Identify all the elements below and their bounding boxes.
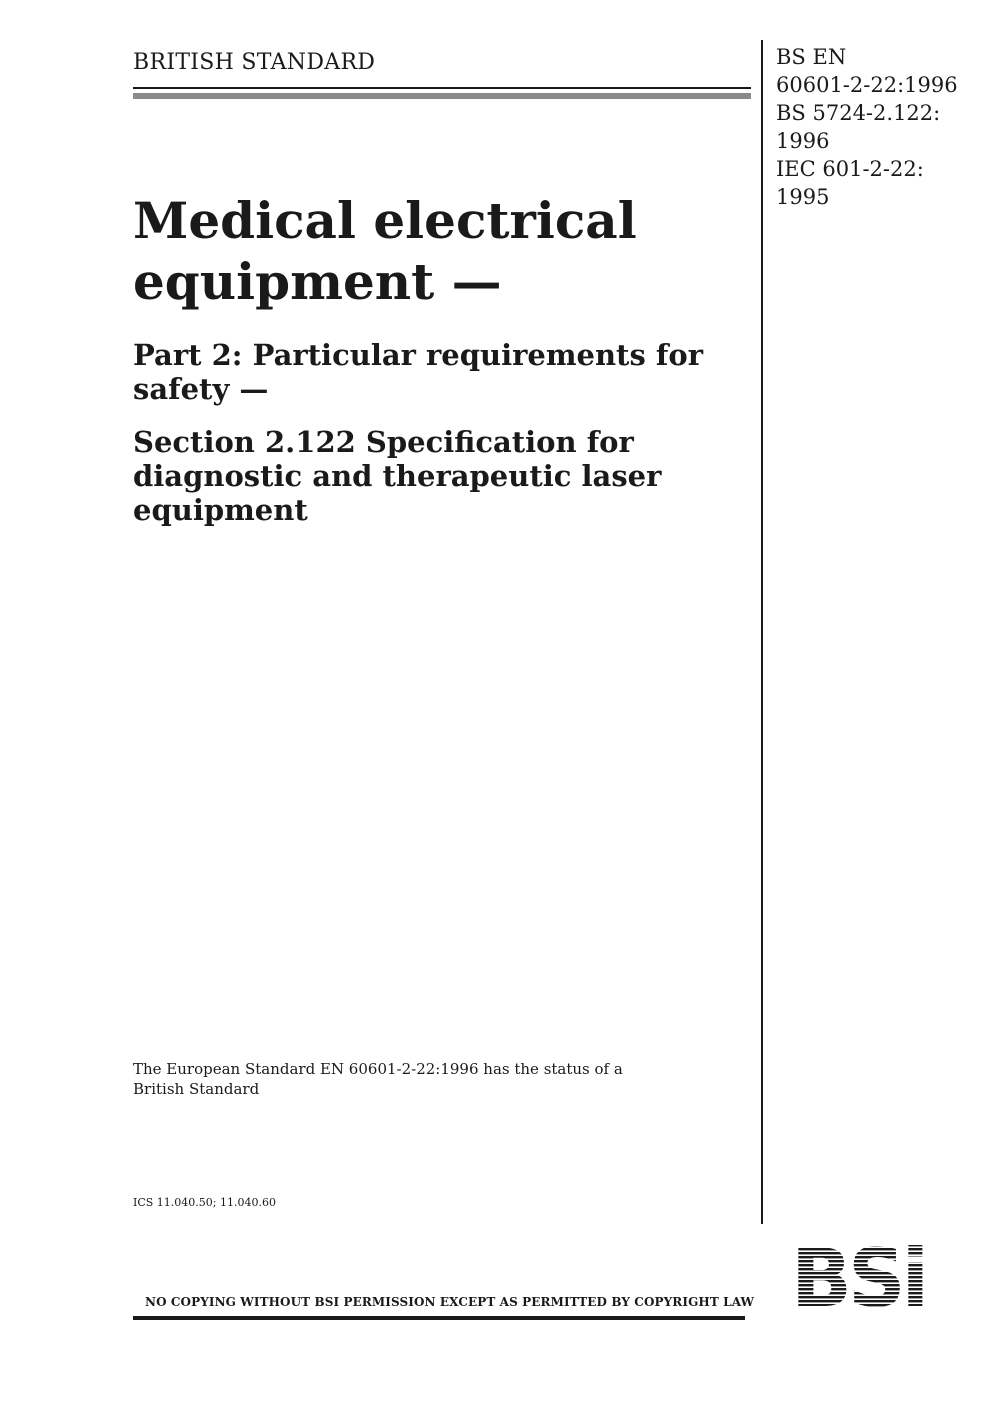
- status-note-line: British Standard: [133, 1080, 260, 1098]
- standard-id-line: IEC 601-2-22:: [776, 157, 924, 181]
- bottom-rule: [133, 1316, 745, 1320]
- standard-id-line: 60601-2-22:1996: [776, 73, 958, 97]
- main-title-line: Medical electrical: [133, 191, 637, 250]
- part-title-line: Part 2: Particular requirements for: [133, 338, 703, 372]
- status-note-line: The European Standard EN 60601-2-22:1996 has the status of a: [133, 1060, 623, 1078]
- header-rule-thin: [133, 87, 751, 89]
- part-title: [133, 338, 743, 406]
- section-title-line: Section 2.122 Specification for: [133, 425, 634, 459]
- standard-id-line: BS EN: [776, 45, 847, 69]
- copyright-notice: NO COPYING WITHOUT BSI PERMISSION EXCEPT AS PERMITTED BY COPYRIGHT LAW: [145, 1295, 755, 1309]
- section-title-line: equipment: [133, 493, 308, 527]
- vertical-divider: [761, 40, 763, 1224]
- status-note: [133, 1059, 693, 1099]
- main-title: [133, 190, 743, 312]
- standard-id-line: 1995: [776, 185, 830, 209]
- part-title-line: safety —: [133, 372, 269, 406]
- title-block: [133, 190, 743, 527]
- standard-identifiers: [776, 44, 986, 212]
- header-rule-thick: [133, 93, 751, 99]
- ics-classification: ICS 11.040.50; 11.040.60: [133, 1196, 276, 1209]
- section-title: [133, 425, 743, 527]
- standard-id-line: 1996: [776, 129, 830, 153]
- main-title-line: equipment —: [133, 252, 502, 311]
- bsi-logo-icon: [770, 1244, 946, 1310]
- logo-lettering: BSi: [790, 1244, 926, 1310]
- header-label: BRITISH STANDARD: [133, 50, 376, 75]
- section-title-line: diagnostic and therapeutic laser: [133, 459, 662, 493]
- standard-id-line: BS 5724-2.122:: [776, 101, 941, 125]
